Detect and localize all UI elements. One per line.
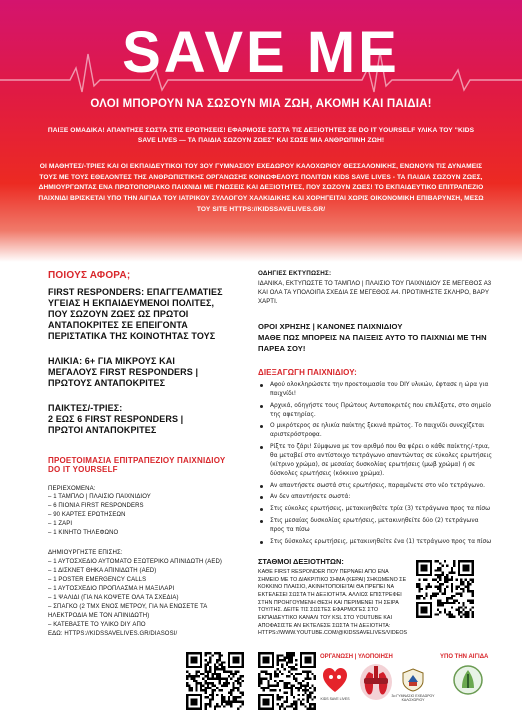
- create-item: – 1 POSTER EMERGENCY CALLS: [48, 576, 147, 583]
- procedure-step: Ο μικρότερος σε ηλικία παίκτης ξεκινά πρώτος. Το παιχνίδι συνεχίζεται αριστερόστροφα.: [258, 422, 494, 440]
- procedure-step: Στις εύκολες ερωτήσεις, μετακινηθείτε τρία (3) τετράγωνα προς τα πίσω: [258, 505, 494, 514]
- audience-line: ΠΕΡΙΣΤΑΤΙΚΑ ΤΗΣ ΚΟΙΝΟΤΗΤΑΣ ΤΟΥΣ: [48, 330, 216, 341]
- audience-line: ΥΓΕΙΑΣ Η ΕΚΠΑΙΔΕΥΜΕΝΟΙ ΠΟΛΙΤΕΣ,: [48, 297, 215, 308]
- contents-heading: ΠΕΡΙΕΧΟΜΕΝΑ:: [48, 484, 96, 492]
- print-text: ΙΔΑΝΙΚΑ, ΕΚΤΥΠΩΣΤΕ ΤΟ ΤΑΜΠΛΟ | ΠΛΑΙΣΙΟ ΤΟΥ ΠΑΙΧΝΙΔΙΟΥ ΣΕ ΜΕΓΕΘΟΣ Α3 ΚΑΙ ΟΛΑ ΤΑ ΥΠΟΛΟΙΠΑ ΣΧΕΔΙΑ ΣΕ ΜΕΓΕΘΟΣ Α4. ΠΡΟΤΙΜΗΣΤΕ ΣΚΛΗΡΟ, ΒΑΡΥ ΧΑΡΤΙ.: [258, 281, 492, 305]
- hero-header: [0, 0, 522, 262]
- auspices-label: ΥΠΟ ΤΗΝ ΑΙΓΙΔΑ: [440, 654, 489, 660]
- create-item: – 1 ΑΥΤΟΣΧΕΔΙΟ ΠΡΟΠΛΑΣΜΑ Η ΜΑΞΙΛΑΡΙ: [48, 585, 175, 592]
- medical-association-logo: [452, 664, 484, 696]
- rules-text: ΜΑΘΕ ΠΩΣ ΜΠΟΡΕΙΣ ΝΑ ΠΑΙΞΕΙΣ ΑΥΤΟ ΤΟ ΠΑΙΧΝΙΔΙ ΜΕ ΤΗΝ ΠΑΡΕΑ ΣΟΥ!: [258, 333, 487, 353]
- school-logo: [402, 668, 424, 692]
- prep-heading-sub: DO IT YOURSELF: [48, 464, 118, 474]
- description-text: ΟΙ ΜΑΘΗΤΕΣ/-ΤΡΙΕΣ ΚΑΙ ΟΙ ΕΚΠΑΙΔΕΥΤΙΚΟΙ ΤΟΥ 3ΟΥ ΓΥΜΝΑΣΙΟΥ ΕΧΕΔΩΡΟΥ ΚΑΛΟΧΩΡΙΟΥ ΘΕΣΣΑΛΟΝΙΚΗΣ, ΕΝΩΝΟΥΝ ΤΙΣ ΔΥΝΑΜΕΙΣ ΤΟΥΣ ΜΕ ΤΟΥΣ ΕΘΕΛΟΝΤΕΣ ΤΗΣ ΑΝΘΡΩΠΙΣΤΙΚΗΣ ΟΡΓΑΝΩΣΗΣ ΚΟΙΝΩΦΕΛΟΥΣ ΠΟΛΙΤΩΝ KIDS SAVE LIVES - ΤΑ ΠΑΙΔΙΑ ΣΩΖΟΥΝ ΖΩΕΣ, ΔΗΜΙΟΥΡΓΩΝΤΑΣ ΕΝΑ ΠΡΩΤΟΠΟΡΙΑΚΟ ΠΑΙΧΝΙΔΙ ΜΕ ΓΝΩΣΕΙΣ ΚΑΙ ΔΕΞΙΟΤΗΤΕΣ, ΠΟΥ ΣΩΖΟΥΝ ΖΩΕΣ! ΤΟ ΕΚΠΑΙΔΕΥΤΙΚΟ ΕΠΙΤΡΑΠΕΖΙΟ ΠΑΙΧΝΙΔΙ ΒΡΙΣΚΕΤΑΙ ΥΠΟ ΤΗΝ ΑΙΓΙΔΑ ΤΟΥ ΙΑΤΡΙΚΟΥ ΣΥΛΛΟΓΟΥ ΧΑΛΚΙΔΙΚΗΣ ΚΑΙ ΧΟΡΗΓΕΙΤΑΙ ΧΩΡΙΣ ΟΙΚΟΝΟΜΙΚΗ ΕΠΙΒΑΡΥΝΣΗ, ΜΕΣΩ ΤΟΥ SITE HTTPS://KIDSSAVELIVES.GR/: [38, 163, 484, 213]
- stations-block: [258, 557, 408, 638]
- procedure-step: Στις μεσαίας δυσκολίας ερωτήσεις, μετακινηθείτε δύο (2) τετράγωνα προς τα πίσω: [258, 517, 494, 535]
- create-item: – 1 ΑΥΤΟΣΧΕΔΙΟ ΑΥΤΟΜΑΤΟ ΕΞΩΤΕΡΙΚΟ ΑΠΙΝΙΔΩΤΗ (AED): [48, 558, 223, 565]
- procedure-step: Αν δεν απαντήσετε σωστά:: [258, 493, 494, 502]
- procedure-heading: ΔΙΕΞΑΓΩΓΗ ΠΑΙΧΝΙΔΙΟΥ:: [258, 368, 357, 377]
- page-subtitle: ΟΛΟΙ ΜΠΟΡΟΥΝ ΝΑ ΣΩΣΟΥΝ ΜΙΑ ΖΩΗ, ΑΚΟΜΗ ΚΑΙ ΠΑΙΔΙΑ!: [90, 98, 432, 110]
- players-line: 2 ΕΩΣ 6 FIRST RESPONDERS |: [48, 413, 184, 424]
- create-item: – 1 ΔΙΣΚΝΕΤ ΘΗΚΑ ΑΠΙΝΙΔΩΤΗ (AED): [48, 567, 157, 574]
- procedure-step: Αρχικά, οδηγήστε τους Πρώτους Ανταποκριτές που επιλέξατε, στο σημείο της αφετηρίας.: [258, 402, 494, 420]
- download-link[interactable]: ΕΔΩ: HTTPS://KIDSSAVELIVES.GR/DIASOSI/: [48, 630, 178, 637]
- contents-item: – 1 ΚΙΝΗΤΟ ΤΗΛΕΦΩΝΟ: [48, 530, 119, 537]
- left-column: [48, 270, 244, 639]
- stations-heading: ΣΤΑΘΜΟΙ ΔΕΞΙΟΤΗΤΩΝ:: [258, 557, 344, 566]
- create-item: – 1 ΨΑΛΙΔΙ (ΓΙΑ ΝΑ ΚΟΨΕΤΕ ΟΛΑ ΤΑ ΣΧΕΔΙΑ): [48, 594, 179, 601]
- age-line: ΗΛΙΚΙΑ: 6+ ΓΙΑ ΜΙΚΡΟΥΣ ΚΑΙ: [48, 355, 175, 366]
- prep-heading: ΠΡΟΕΤΟΙΜΑΣΙΑ ΕΠΙΤΡΑΠΕΖΙΟΥ ΠΑΙΧΝΙΔΙΟΥ: [48, 455, 226, 465]
- players-line: ΠΑΙΚΤΕΣ/-ΤΡΙΕΣ:: [48, 402, 123, 413]
- stations-text[interactable]: ΚΑΘΕ FIRST RESPONDER ΠΟΥ ΠΕΡΝΑΕΙ ΑΠΟ ΕΝΑ ΣΗΜΕΙΟ ΜΕ ΤΟ ΔΙΑΚΡΙΤΙΚΟ ΣΗΜΑ (ΚΕΡΑΙ) ΣΗΚΩΜΕΝΟ ΣΕ ΚΟΚΚΙΝΟ ΠΛΑΙΣΙΟ, ΑΚΙΝΗΤΟΠΟΙΕΙΤΑΙ ΘΑ ΠΡΕΠΕΙ ΝΑ ΕΚΤΕΛΕΣΕΙ ΣΩΣΤΑ ΤΗ ΔΕΞΙΟΤΗΤΑ. ΑΛΛΙΩΣ ΕΠΙΣΤΡΕΦΕΙ ΣΤΗΝ ΠΡΟΗΓΟΥΜΕΝΗ ΘΕΣΗ ΚΑΙ ΠΕΡΙΜΕΝΕΙ ΤΗ ΣΕΙΡΑ ΤΟΥ/ΤΗΣ. ΔΕΙΤΕ ΤΙΣ ΣΩΣΤΕΣ ΕΦΑΡΜΟΓΕΣ ΣΤΟ ΕΚΠΑΙΔΕΥΤΙΚΟ ΚΑΝΑΛΙ ΤΟΥ KSL ΣΤΟ YOUTUBE ΚΑΙ ΑΠΟΦΑΣΙΣΤΕ ΑΝ ΕΚΤΕΛΕΣΕ ΣΩΣΤΑ ΤΗ ΔΕΞΙΟΤΗΤΑ: HTTPS://WWW.YOUTUBE.COM/@KIDSSAVELIVES/VIDEOS: [258, 569, 408, 637]
- procedure-step: Αφού ολοκληρώσετε την προετοιμασία του DIY υλικών, έφτασε η ώρα για παιχνίδι!: [258, 381, 494, 399]
- age-line: ΠΡΩΤΟΥΣ ΑΝΤΑΠΟΚΡΙΤΕΣ: [48, 377, 166, 388]
- kids-save-lives-caption: KIDS SAVE LIVES: [320, 697, 350, 701]
- school-caption: 3ο ΓΥΜΝΑΣΙΟ ΕΧΕΔΩΡΟΥ ΚΑΛΟΧΩΡΙΟΥ: [391, 694, 435, 703]
- players-line: ΠΡΩΤΟΙ ΑΝΤΑΠΟΚΡΙΤΕΣ: [48, 424, 157, 435]
- audience-line: FIRST RESPONDERS: ΕΠΑΓΓΕΛΜΑΤΙΕΣ: [48, 287, 223, 297]
- contents-item: – 1 ΤΑΜΠΛΟ | ΠΛΑΙΣΙΟ ΠΑΙΧΝΙΔΙΟΥ: [48, 494, 151, 501]
- breaths-logo: [358, 662, 394, 702]
- qr-code-youtube[interactable]: [416, 560, 474, 618]
- contents-item: – 1 ΖΑΡΙ: [48, 521, 73, 528]
- page-title: SAVE ME: [122, 20, 400, 85]
- create-item: – ΚΑΤΕΒΑΣΤΕ ΤΟ ΥΛΙΚΟ DIY ΑΠΟ: [48, 621, 146, 628]
- audience-line: ΑΝΤΑΠΟΚΡΙΤΕΣ ΣΕ ΕΠΕΙΓΟΝΤΑ: [48, 319, 188, 330]
- audience-line: ΠΟΥ ΣΩΖΟΥΝ ΖΩΕΣ ΩΣ ΠΡΩΤΟΙ: [48, 308, 189, 319]
- procedure-step: Στις δύσκολες ερωτήσεις, μετακινηθείτε ένα (1) τετράγωνο προς τα πίσω: [258, 538, 494, 547]
- contents-item: – 6 ΠΙΟΝΙΑ FIRST RESPONDERS: [48, 503, 144, 510]
- create-heading: ΔΗΜΙΟΥΡΓΗΣΤΕ ΕΠΙΣΗΣ:: [48, 549, 123, 557]
- qr-code-site[interactable]: [258, 652, 316, 710]
- audience-heading: ΠΟΙΟΥΣ ΑΦΟΡΑ;: [48, 270, 131, 281]
- create-item: ΗΛΕΚΤΡΟΔΙΑ ΜΕ ΤΟΝ ΑΠΙΝΙΔΩΤΗ): [48, 612, 150, 619]
- qr-code-diy[interactable]: [186, 652, 244, 710]
- procedure-step: Αν απαντήσετε σωστά στις ερωτήσεις, παραμένετε στο νέο τετράγωνο.: [258, 482, 494, 491]
- age-line: ΜΕΓΑΛΟΥΣ FIRST RESPONDERS |: [48, 366, 199, 377]
- organizers-label: ΟΡΓΑΝΩΣΗ | ΥΛΟΠΟΙΗΣΗ: [320, 654, 393, 660]
- rules-heading: ΟΡΟΙ ΧΡΗΣΗΣ | ΚΑΝΟΝΕΣ ΠΑΙΧΝΙΔΙΟΥ: [258, 322, 403, 331]
- contents-item: – 90 ΚΑΡΤΕΣ ΕΡΩΤΗΣΕΩΝ: [48, 512, 126, 519]
- kids-save-lives-logo: [322, 666, 348, 696]
- right-column: [258, 270, 494, 550]
- procedure-steps: [258, 381, 494, 547]
- print-heading: ΟΔΗΓΙΕΣ ΕΚΤΥΠΩΣΗΣ:: [258, 270, 332, 277]
- procedure-step: Ρίξτε το ζάρι! Σύμφωνα με τον αριθμό που θα φέρει ο κάθε παίκτης/-τρια, θα μεταβεί στο αντίστοιχο τετράγωνο απαντώντας σε εύκολες ερωτήσεις (κίτρινο χρώμα), σε μεσαίας δυσκολίας ερωτήσεις (μωβ χρώμα) ή σε δύσκολες ερωτήσεις (κόκκινο χρώμα).: [258, 443, 494, 478]
- create-item: – ΣΠΑΓΚΟ (2 ΤΜΧ ΕΝΟΣ ΜΕΤΡΟΥ, ΓΙΑ ΝΑ ΕΝΩΣΕΤΕ ΤΑ: [48, 603, 208, 610]
- intro-text: ΠΑΙΞΕ ΟΜΑΔΙΚΑ! ΑΠΑΝΤΗΣΕ ΣΩΣΤΑ ΣΤΙΣ ΕΡΩΤΗΣΕΙΣ! ΕΦΑΡΜΟΣΕ ΣΩΣΤΑ ΤΙΣ ΔΕΞΙΟΤΗΤΕΣ ΣΕ DO IT YOURSELF ΥΛΙΚΑ ΤΟΥ "KIDS SAVE LIVES — ΤΑ ΠΑΙΔΙΑ ΣΩΖΟΥΝ ΖΩΕΣ" ΚΑΙ ΣΩΣΕ ΜΙΑ ΑΝΘΡΩΠΙΝΗ ΖΩΗ!: [47, 127, 475, 145]
